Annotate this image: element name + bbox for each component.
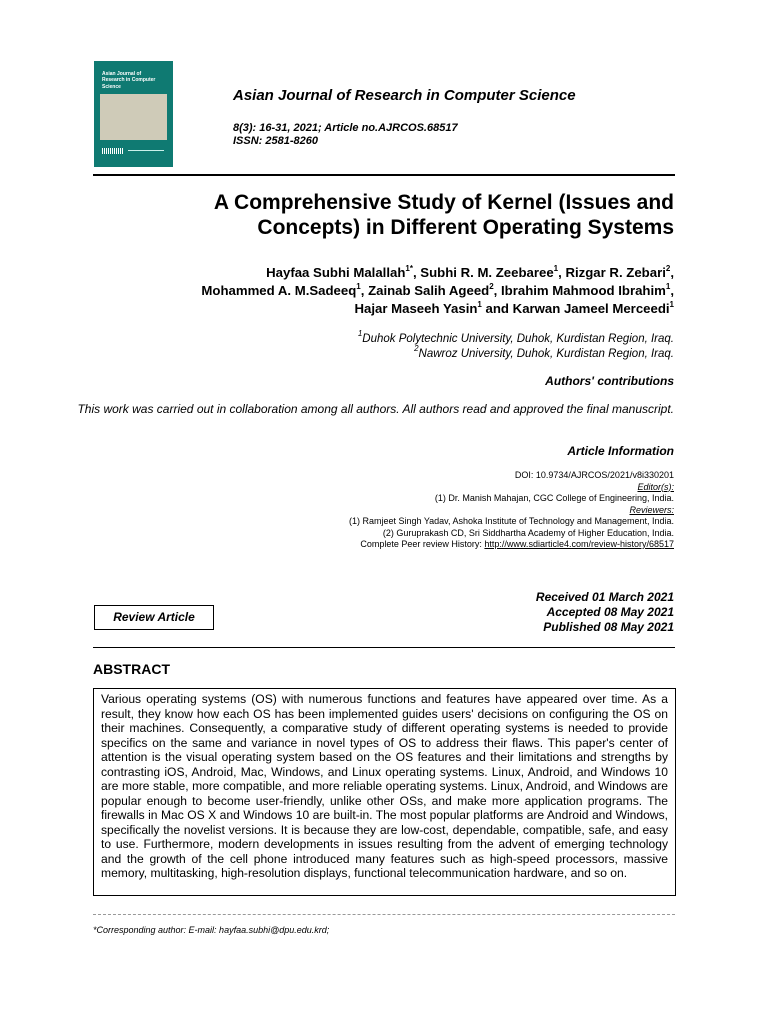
affiliation-text: Nawroz University, Duhok, Kurdistan Region, Iraq. [418, 348, 674, 360]
author-name: Mohammed A. M.Sadeeq [201, 283, 357, 298]
author-sup: 1 [356, 282, 361, 291]
article-type-badge: Review Article [94, 605, 214, 630]
journal-name: Asian Journal of Research in Computer Science [233, 87, 576, 104]
author-list [74, 264, 674, 318]
published-date: Published 08 May 2021 [543, 620, 674, 634]
author-name: Karwan Jameel Merceedi [512, 301, 670, 316]
author-sep: , [360, 283, 365, 298]
author-sep: , [412, 265, 417, 280]
issn: ISSN: 2581-8260 [233, 135, 318, 147]
citation: 8(3): 16-31, 2021; Article no.AJRCOS.68517 [233, 122, 458, 134]
history-label: Complete Peer review History: [360, 539, 482, 549]
affiliation-sup: 2 [414, 344, 419, 353]
author-name: Ibrahim Mahmood Ibrahim [501, 283, 666, 298]
header-rule [93, 174, 675, 176]
author-sep: , [670, 265, 674, 280]
author-name: Subhi R. M. Zeebaree [420, 265, 554, 280]
footnote-divider [93, 914, 675, 915]
corresponding-author: *Corresponding author: E-mail: hayfaa.subhi@dpu.edu.krd; [93, 925, 330, 935]
affiliations [174, 329, 674, 362]
affiliation [174, 344, 674, 362]
abstract-text: Various operating systems (OS) with numerous functions and features have appeared over time. As a result, they know how each OS has been implemented guides users' decisions on configuring the OS on their machines. Consequently, a comparative study of different operating systems is needed to provide specifics on the same and variance in novel types of OS to address their flaws. This paper's center of attention is the visual operating system based on the OS features and their limitations and strengths by contrasting iOS, Android, Mac, Windows, and Linux operating systems. Linux, Android, and Windows 10 are more stable, more compatible, and more reliable operating systems. Linux, Android, and Windows are popular enough to become user-friendly, unlike other OSs, and make more application programs. The firewalls in Mac OS X and Windows 10 are built-in. The most popular platforms are Android and Windows, specifically the novelist versions. It is because they are low-cost, dependable, compatible, safe, and easy to use. Furthermore, modern developments in issues resulting from the advent of emerging technology and the growth of the cell phone introduced many features such as high-speed processors, massive memory, multitasking, high-resolution displays, functional telecommunication hardware, and so on. [93, 688, 676, 896]
author-sep: , [493, 283, 498, 298]
author-sup: 2 [665, 264, 671, 273]
author-line-2 [74, 282, 674, 300]
author-sup: 1 [665, 282, 671, 291]
author-sup: 1 [669, 300, 674, 309]
author-and: and [485, 301, 509, 316]
author-name: Zainab Salih Ageed [368, 283, 490, 298]
author-sup: 1 [477, 300, 482, 309]
cover-decoration [128, 150, 164, 151]
author-name: Hayfaa Subhi Malallah [266, 265, 406, 280]
author-sep: , [670, 283, 674, 298]
article-info-heading: Article Information [567, 444, 674, 458]
author-sup: 1* [405, 264, 413, 273]
paper-title: A Comprehensive Study of Kernel (Issues and Concepts) in Different Operating Systems [213, 191, 674, 239]
contributions-text: This work was carried out in collaboration among all authors. All authors read and approved the final manuscript. [77, 402, 674, 416]
review-history-link[interactable]: http://www.sdiarticle4.com/review-history/68517 [484, 539, 674, 549]
author-sup: 1 [553, 264, 559, 273]
journal-cover [94, 61, 173, 167]
cover-image [100, 94, 167, 140]
publication-dates [536, 590, 674, 635]
author-name: Hajar Maseeh Yasin [354, 301, 478, 316]
editor: (1) Dr. Manish Mahajan, CGC College of Engineering, India. [434, 493, 674, 503]
review-history [224, 539, 674, 551]
reviewers-label: Reviewers: [629, 504, 674, 515]
reviewer: (2) Guruprakash CD, Sri Siddhartha Academy of Higher Education, India. [382, 527, 674, 538]
affiliation [174, 329, 674, 347]
author-line-3 [74, 300, 674, 318]
dates-rule [93, 647, 675, 648]
author-sep: , [558, 265, 562, 280]
accepted-date: Accepted 08 May 2021 [546, 605, 674, 619]
received-date: Received 01 March 2021 [535, 590, 674, 604]
author-sup: 2 [489, 282, 494, 291]
affiliation-sup: 1 [357, 329, 363, 338]
cover-title: Asian Journal of Research in Computer Science [102, 71, 156, 90]
reviewer: (1) Ramjeet Singh Yadav, Ashoka Institute of Technology and Management, India. [348, 516, 674, 526]
affiliation-text: Duhok Polytechnic University, Duhok, Kurdistan Region, Iraq. [362, 333, 674, 345]
contributions-heading: Authors' contributions [545, 374, 674, 388]
barcode-icon [102, 148, 124, 154]
abstract-heading: ABSTRACT [93, 661, 170, 677]
author-name: Rizgar R. Zebari [565, 265, 666, 280]
doi: DOI: 10.9734/AJRCOS/2021/v8i330201 [514, 470, 674, 480]
author-line-1 [74, 264, 674, 282]
article-info [224, 470, 674, 551]
editors-label: Editor(s): [637, 481, 674, 492]
